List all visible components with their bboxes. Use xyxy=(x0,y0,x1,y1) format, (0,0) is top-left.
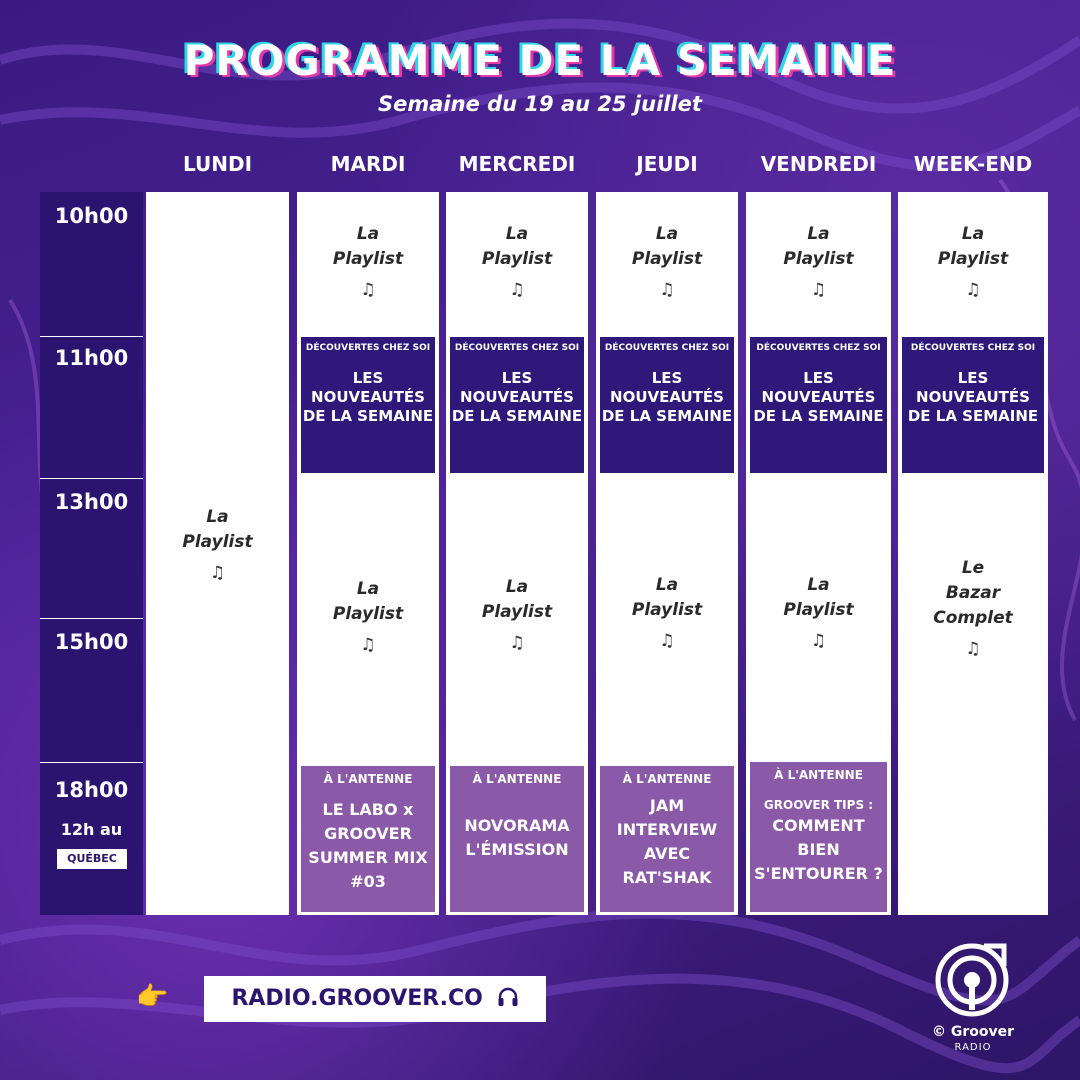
show-title-line: LES xyxy=(803,369,834,387)
time-label-11h: 11h00 xyxy=(54,346,129,370)
show-category: DÉCOUVERTES CHEZ SOI xyxy=(454,343,580,353)
show-title-line: Playlist xyxy=(332,249,404,269)
show-title-line: La xyxy=(206,507,229,527)
show-title-line: Playlist xyxy=(182,532,253,552)
show-category: DÉCOUVERTES CHEZ SOI xyxy=(756,343,881,353)
show-title-line: LES xyxy=(651,369,683,387)
show-category: DÉCOUVERTES CHEZ SOI xyxy=(910,343,1036,353)
page-subtitle: Semaine du 19 au 25 juillet xyxy=(378,92,702,116)
show-title-line: LES xyxy=(352,369,384,387)
show-title-line: La xyxy=(655,575,679,595)
music-note-icon: ♫ xyxy=(360,280,376,300)
day-header-weekend: WEEK-END xyxy=(913,152,1033,176)
show-la-playlist xyxy=(746,222,891,303)
show-la-playlist xyxy=(596,573,738,654)
show-category: À L'ANTENNE xyxy=(472,772,562,786)
show-title-line: LE LABO x xyxy=(322,800,414,819)
show-title-line: LES xyxy=(957,369,989,387)
show-nouveautes xyxy=(600,337,734,473)
show-nouveautes xyxy=(750,337,887,473)
show-title-line: AVEC xyxy=(643,844,691,863)
column-mardi xyxy=(297,192,439,915)
show-la-playlist xyxy=(898,222,1048,303)
show-title-line: NOUVEAUTÉS xyxy=(460,388,574,406)
show-title-line: NOUVEAUTÉS xyxy=(916,388,1030,406)
show-title-line: NOUVEAUTÉS xyxy=(761,388,876,406)
show-title-line: LES xyxy=(501,369,533,387)
show-antenne xyxy=(301,766,435,912)
show-title-line: Le xyxy=(961,558,985,578)
show-title-line: Playlist xyxy=(937,249,1009,269)
show-title-line: La xyxy=(356,579,380,599)
show-title-line: DE LA SEMAINE xyxy=(907,407,1039,425)
music-note-icon: ♫ xyxy=(509,280,525,300)
column-mercredi xyxy=(446,192,588,915)
time-divider xyxy=(40,618,143,619)
show-category: À L'ANTENNE xyxy=(622,772,712,786)
show-category: DÉCOUVERTES CHEZ SOI xyxy=(604,343,730,353)
music-note-icon: ♫ xyxy=(965,280,981,300)
day-header-mercredi: MERCREDI xyxy=(458,152,576,176)
show-subtitle: GROOVER TIPS : xyxy=(763,798,874,812)
show-title-line: DE LA SEMAINE xyxy=(451,407,583,425)
show-title xyxy=(750,369,887,426)
show-title-line: La xyxy=(961,224,985,244)
show-title-line: La xyxy=(356,224,380,244)
show-la-playlist xyxy=(146,505,289,586)
show-la-playlist xyxy=(746,573,891,654)
show-la-playlist xyxy=(446,575,588,656)
show-category: À L'ANTENNE xyxy=(323,772,413,786)
show-title-line: NOVORAMA xyxy=(464,816,570,835)
show-la-playlist xyxy=(596,222,738,303)
music-note-icon: ♫ xyxy=(209,563,226,583)
pointing-hand-icon: 👉 xyxy=(136,982,169,1012)
time-column xyxy=(40,192,143,915)
show-title-line: SUMMER MIX xyxy=(308,848,428,867)
show-title-line: La xyxy=(807,575,830,595)
show-title xyxy=(600,369,734,426)
page-title: PROGRAMME DE LA SEMAINE xyxy=(183,36,897,85)
show-title-line: Playlist xyxy=(481,249,553,269)
show-title-line: Playlist xyxy=(481,602,553,622)
show-title-line: JAM xyxy=(649,796,685,815)
show-category: À L'ANTENNE xyxy=(774,768,863,782)
show-title-line: La xyxy=(505,224,529,244)
quebec-time-note: 12h au xyxy=(60,820,123,839)
show-title-line: NOUVEAUTÉS xyxy=(311,388,425,406)
show-title-line: DE LA SEMAINE xyxy=(302,407,434,425)
show-title-line: La xyxy=(655,224,679,244)
show-nouveautes xyxy=(450,337,584,473)
show-title-line: DE LA SEMAINE xyxy=(601,407,733,425)
music-note-icon: ♫ xyxy=(965,639,981,659)
music-note-icon: ♫ xyxy=(659,631,675,651)
show-title-line: DE LA SEMAINE xyxy=(753,407,884,425)
show-title-line: #03 xyxy=(350,872,386,891)
music-note-icon: ♫ xyxy=(509,633,525,653)
day-header-jeudi: JEUDI xyxy=(636,152,698,176)
show-title-line: La xyxy=(505,577,529,597)
show-title-line: L'ÉMISSION xyxy=(465,840,569,859)
time-divider xyxy=(40,762,143,763)
show-title xyxy=(450,814,584,862)
time-label-18h: 18h00 xyxy=(54,778,129,802)
time-label-13h: 13h00 xyxy=(54,490,129,514)
column-lundi xyxy=(146,192,289,915)
column-weekend xyxy=(898,192,1048,915)
show-title-line: INTERVIEW xyxy=(616,820,718,839)
logo-name: © Groover xyxy=(931,1024,1015,1040)
column-jeudi xyxy=(596,192,738,915)
show-category: DÉCOUVERTES CHEZ SOI xyxy=(305,343,431,353)
day-header-vendredi: VENDREDI xyxy=(760,152,877,176)
show-title xyxy=(450,369,584,426)
headphones-icon xyxy=(497,987,519,1007)
time-divider xyxy=(40,336,143,337)
quebec-badge: QUÉBEC xyxy=(56,848,128,870)
show-title-line: BIEN xyxy=(797,840,840,859)
music-note-icon: ♫ xyxy=(810,631,827,651)
music-note-icon: ♫ xyxy=(360,635,376,655)
time-divider xyxy=(40,478,143,479)
day-header-mardi: MARDI xyxy=(330,152,406,176)
column-vendredi xyxy=(746,192,891,915)
groover-radio-logo xyxy=(932,940,1012,1020)
time-label-15h: 15h00 xyxy=(54,630,129,654)
show-la-playlist xyxy=(446,222,588,303)
show-title-line: S'ENTOURER ? xyxy=(754,864,883,883)
show-title-line: RAT'SHAK xyxy=(622,868,712,887)
show-la-playlist xyxy=(297,222,439,303)
day-header-lundi: LUNDI xyxy=(182,152,253,176)
logo-subtitle: RADIO xyxy=(954,1042,992,1053)
show-la-playlist xyxy=(297,577,439,658)
show-antenne xyxy=(450,766,584,912)
radio-url-text: RADIO.GROOVER.CO xyxy=(231,986,483,1011)
show-title-line: Playlist xyxy=(631,249,703,269)
show-title xyxy=(301,369,435,426)
show-title-line: Playlist xyxy=(332,604,404,624)
show-title-line: Complet xyxy=(933,608,1013,628)
show-title-line: Playlist xyxy=(783,600,854,620)
show-nouveautes xyxy=(301,337,435,473)
time-label-10h: 10h00 xyxy=(54,204,129,228)
show-title-line: Playlist xyxy=(783,249,854,269)
show-bazar-complet xyxy=(898,556,1048,662)
show-title-line: Playlist xyxy=(631,600,703,620)
show-title xyxy=(902,369,1044,426)
show-title-line: Bazar xyxy=(945,583,1001,603)
show-title-line: COMMENT xyxy=(772,816,865,835)
show-nouveautes xyxy=(902,337,1044,473)
show-title-line: GROOVER xyxy=(324,824,412,843)
music-note-icon: ♫ xyxy=(659,280,675,300)
show-title xyxy=(301,798,435,894)
radio-url-link[interactable] xyxy=(204,976,546,1022)
music-note-icon: ♫ xyxy=(810,280,827,300)
show-title-line: NOUVEAUTÉS xyxy=(610,388,724,406)
show-antenne xyxy=(750,762,887,912)
show-title xyxy=(750,814,887,886)
show-title xyxy=(600,794,734,890)
show-title-line: La xyxy=(807,224,830,244)
show-antenne xyxy=(600,766,734,912)
